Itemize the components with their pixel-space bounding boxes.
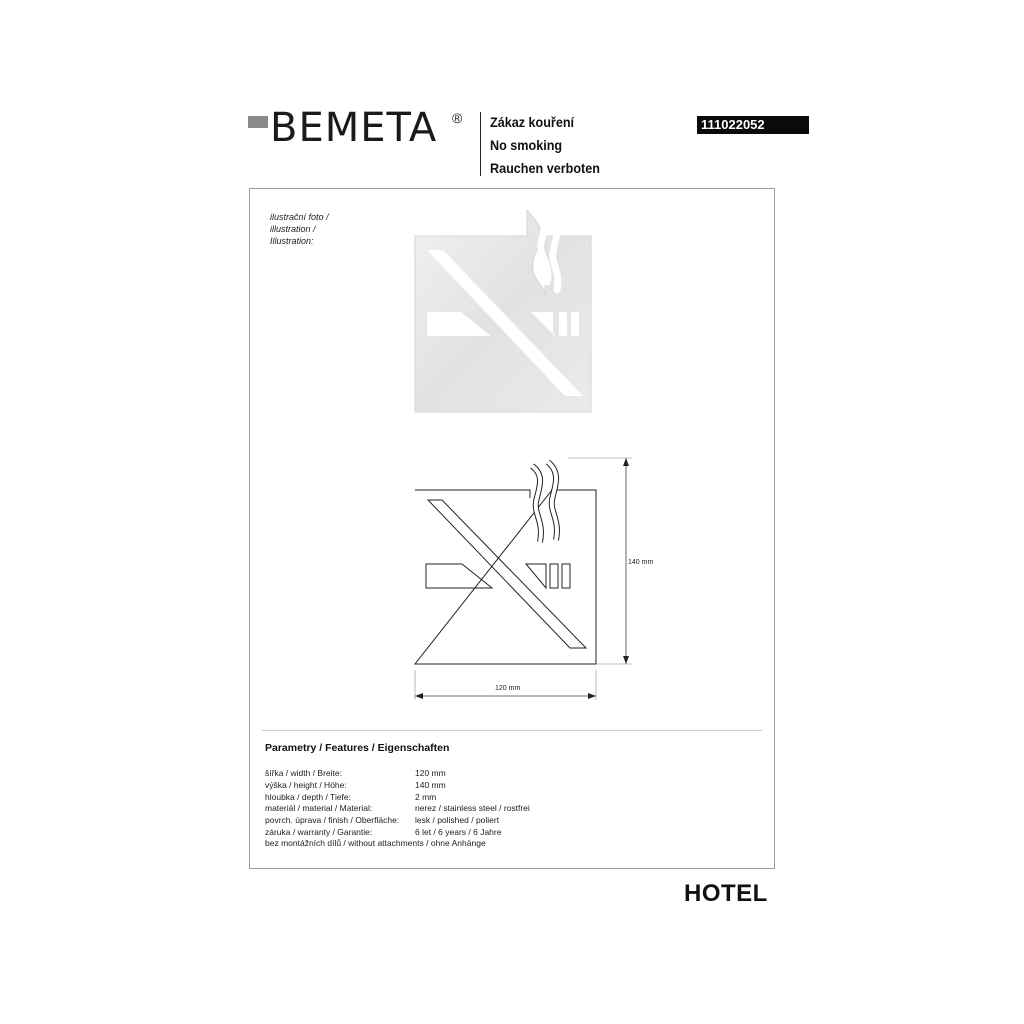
illustration-caption-cz: ilustrační foto / bbox=[270, 212, 329, 222]
brand-logo: BEMETA bbox=[270, 105, 438, 151]
features-note: bez montážních dílů / without attachments / ohne Anhänge bbox=[265, 838, 486, 848]
product-title-cz: Zákaz kouření bbox=[490, 114, 575, 130]
feature-label: povrch. úprava / finish / Oberfläche: bbox=[265, 815, 400, 825]
features-divider bbox=[262, 730, 762, 731]
product-title-de: Rauchen verboten bbox=[490, 160, 600, 176]
product-code: 111022052 bbox=[697, 116, 809, 134]
header-divider bbox=[480, 112, 481, 176]
registered-mark: ® bbox=[452, 110, 463, 126]
height-dimension-label: 140 mm bbox=[628, 559, 654, 566]
feature-label: výška / height / Höhe: bbox=[265, 780, 347, 790]
feature-value: 6 let / 6 years / 6 Jahre bbox=[415, 827, 502, 837]
illustration-caption-en: illustration / bbox=[270, 224, 316, 234]
product-title-en: No smoking bbox=[490, 137, 563, 153]
features-title: Parametry / Features / Eigenschaften bbox=[265, 742, 450, 754]
category-label: HOTEL bbox=[684, 880, 768, 907]
feature-label: šířka / width / Breite: bbox=[265, 768, 342, 778]
feature-value: nerez / stainless steel / rostfrei bbox=[415, 803, 530, 813]
feature-value: 140 mm bbox=[415, 780, 446, 790]
feature-label: záruka / warranty / Garantie: bbox=[265, 827, 373, 837]
sign-photo-illustration bbox=[405, 200, 605, 420]
sign-technical-drawing bbox=[400, 450, 670, 700]
feature-value: 2 mm bbox=[415, 792, 437, 802]
feature-value: 120 mm bbox=[415, 768, 446, 778]
illustration-caption-de: Illustration: bbox=[270, 236, 314, 246]
logo-mark bbox=[248, 116, 268, 128]
width-dimension-label: 120 mm bbox=[495, 685, 521, 692]
feature-label: materiál / material / Material: bbox=[265, 803, 373, 813]
feature-label: hloubka / depth / Tiefe: bbox=[265, 792, 352, 802]
feature-value: lesk / polished / poliert bbox=[415, 815, 500, 825]
